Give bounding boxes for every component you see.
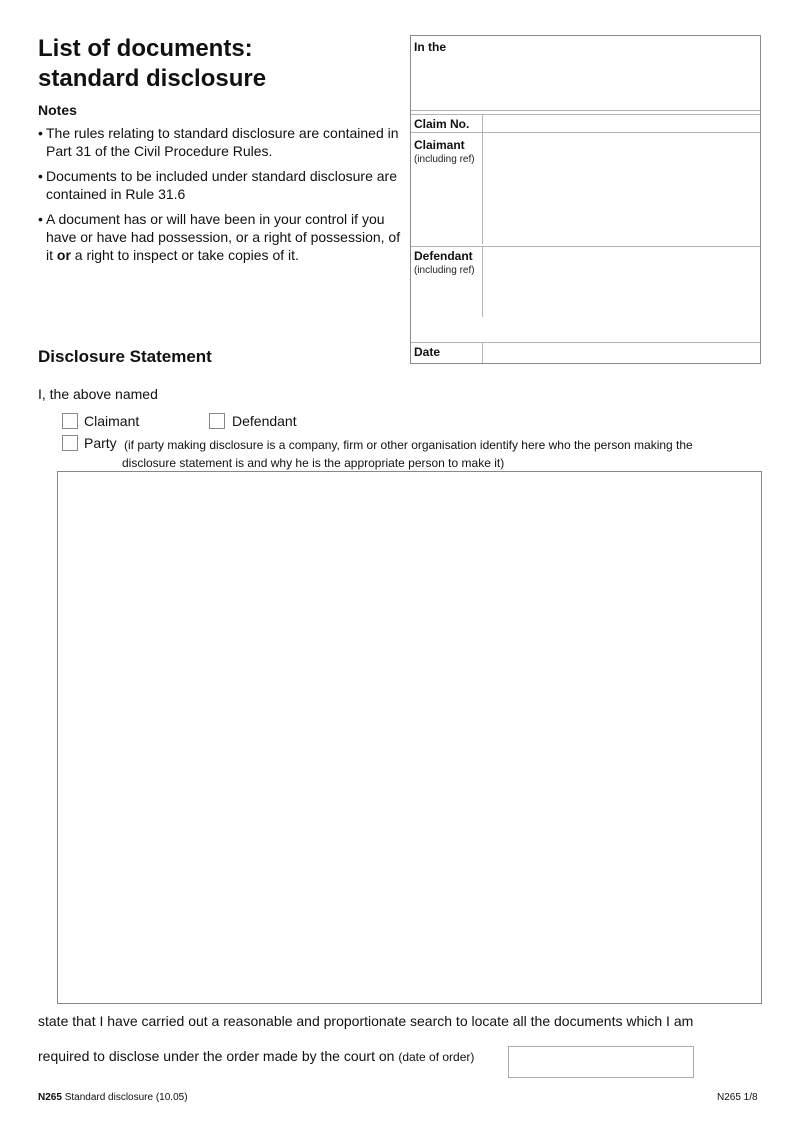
- page-title: [38, 34, 266, 94]
- note-item: • Documents to be included under standard disclosure are contained in Rule 31.6: [38, 167, 408, 203]
- disclosure-statement-heading: Disclosure Statement: [38, 347, 212, 366]
- defendant-sublabel: (including ref): [414, 265, 475, 276]
- claimant-option-label: Claimant: [84, 413, 140, 429]
- note-item: • The rules relating to standard disclosure are contained in Part 31 of the Civil Procedure Rules.: [38, 124, 408, 160]
- in-the-label: In the: [414, 40, 446, 54]
- footer-page-number: N265 1/8: [717, 1092, 758, 1103]
- party-note-line-2: disclosure statement is and why he is the appropriate person to make it): [122, 456, 505, 470]
- date-label: Date: [414, 345, 441, 359]
- note-item: [38, 210, 408, 264]
- date-of-order-label: (date of order): [398, 1050, 475, 1064]
- note-text: a right to inspect or take copies of it.: [70, 247, 299, 263]
- notes-heading: Notes: [38, 102, 77, 118]
- search-statement-text: required to disclose under the order made by the court on: [38, 1048, 395, 1064]
- defendant-label: Defendant: [414, 249, 473, 263]
- defendant-checkbox[interactable]: [209, 413, 225, 429]
- court-details-box: [410, 35, 761, 364]
- party-note-line-1: (if party making disclosure is a company, firm or other organisation identify here who the person making the: [124, 438, 693, 452]
- claimant-field[interactable]: [483, 133, 760, 245]
- search-statement-line-2: [38, 1048, 474, 1064]
- title-line-1: List of documents:: [38, 35, 253, 62]
- column-divider: [482, 247, 483, 317]
- claimant-sublabel: (including ref): [414, 154, 475, 165]
- column-divider: [482, 343, 483, 363]
- court-name-field[interactable]: [411, 56, 760, 108]
- divider: [411, 110, 760, 111]
- note-bold-text: or: [56, 247, 71, 263]
- defendant-field[interactable]: [483, 247, 760, 342]
- note-text: A document has or will have been in your control if you have or have had possession, or a right of possession, of it: [46, 211, 401, 263]
- party-option-label: Party: [84, 435, 117, 451]
- claimant-checkbox[interactable]: [62, 413, 78, 429]
- party-checkbox[interactable]: [62, 435, 78, 451]
- footer-form-title: Standard disclosure (10.05): [64, 1092, 188, 1103]
- title-line-2: standard disclosure: [38, 65, 267, 92]
- defendant-option-label: Defendant: [232, 413, 297, 429]
- date-field[interactable]: [483, 343, 760, 362]
- claim-no-label: Claim No.: [414, 117, 470, 131]
- column-divider: [482, 114, 483, 244]
- above-named-text: I, the above named: [38, 386, 158, 402]
- claimant-label: Claimant: [414, 138, 465, 152]
- party-details-textarea[interactable]: [57, 471, 762, 1004]
- date-of-order-field[interactable]: [508, 1046, 694, 1078]
- footer-form-info: [38, 1092, 188, 1103]
- footer-form-code: N265: [38, 1092, 62, 1103]
- claim-no-field[interactable]: [483, 114, 760, 132]
- search-statement-line-1: state that I have carried out a reasonable and proportionate search to locate all the documents which I am: [38, 1013, 694, 1029]
- notes-list: [38, 124, 408, 271]
